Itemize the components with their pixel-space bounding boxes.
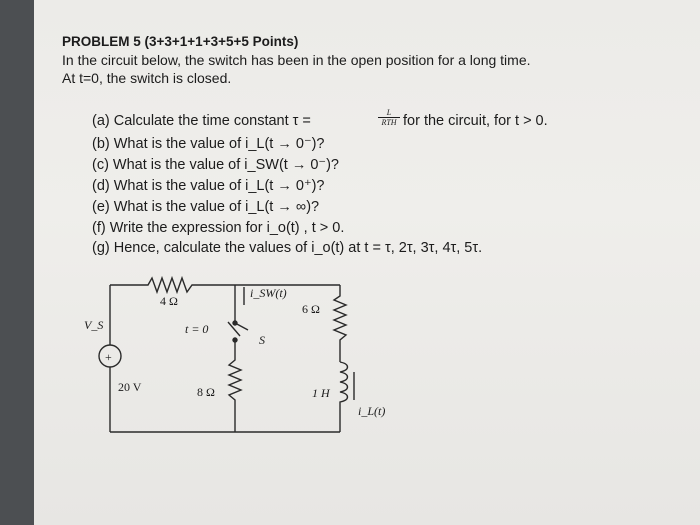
question-c: (c) What is the value of i_SW(t → 0⁻)? — [92, 157, 339, 173]
resistor-6-ohm — [334, 285, 346, 362]
question-g: (g) Hence, calculate the values of i_o(t) at t = τ, 2τ, 3τ, 4τ, 5τ. — [92, 240, 483, 256]
question-e: (e) What is the value of i_L(t → ∞)? — [92, 199, 320, 215]
label-inductor: 1 H — [312, 386, 330, 400]
switch-s — [228, 321, 248, 342]
label-r2: 8 Ω — [197, 385, 215, 399]
label-switch-time: t = 0 — [185, 322, 209, 336]
label-isw: i_SW(t) — [250, 286, 287, 300]
question-a: (a) Calculate the time constant τ = — [92, 113, 311, 129]
intro-line-2: At t=0, the switch is closed. — [62, 70, 232, 86]
question-b: (b) What is the value of i_L(t → 0⁻)? — [92, 136, 325, 152]
question-a-continuation: for the circuit, for t > 0. — [403, 113, 548, 129]
label-source-value: 20 V — [118, 380, 142, 394]
question-f: (f) Write the expression for i_o(t) , t > 0. — [92, 220, 345, 236]
inductor-1-h — [340, 362, 348, 432]
label-r3: 6 Ω — [302, 302, 320, 316]
label-vs: V_S — [84, 318, 104, 332]
fraction-numerator: L — [378, 108, 400, 118]
problem-heading: PROBLEM 5 (3+3+1+1+3+5+5 Points) — [62, 34, 299, 49]
source-plus-sign: + — [105, 350, 112, 364]
resistor-8-ohm — [229, 340, 241, 432]
label-r1: 4 Ω — [160, 294, 178, 308]
label-switch-s: S — [259, 333, 265, 347]
label-il: i_L(t) — [358, 404, 386, 418]
resistor-4-ohm — [110, 278, 340, 292]
intro-line-1: In the circuit below, the switch has been in the open position for a long time. — [62, 52, 531, 68]
question-d: (d) What is the value of i_L(t → 0⁺)? — [92, 178, 325, 194]
fraction-denominator: RTH — [381, 118, 397, 127]
